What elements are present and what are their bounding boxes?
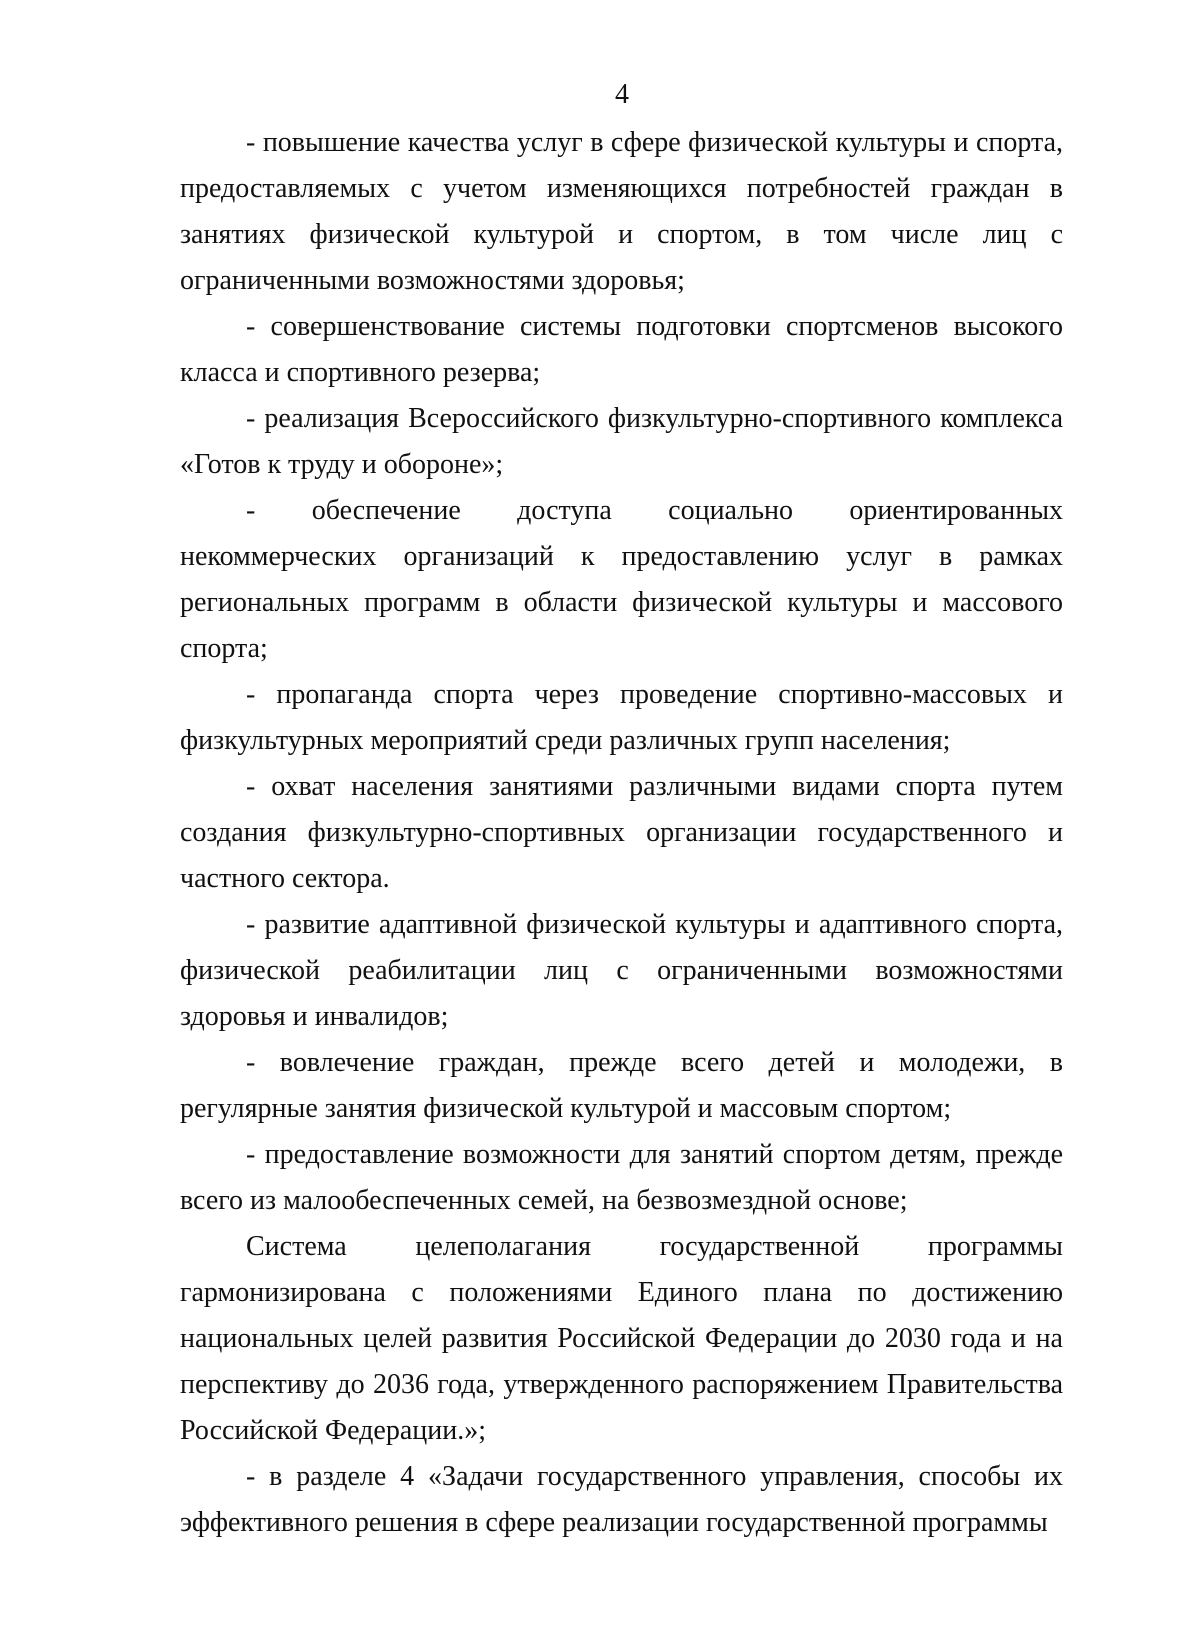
document-body — [180, 120, 1063, 1546]
page-number: 4 — [615, 79, 629, 110]
paragraph-11: - в разделе 4 «Задачи государственного управления, способы их эффективного решения в сфере реализации государственной программы — [180, 1461, 1063, 1538]
paragraph-1: - повышение качества услуг в сфере физической культуры и спорта, предоставляемых с учетом изменяющихся потребностей граждан в занятиях физической культурой и спортом, в том числе лиц с ограниченными возможностями здоровья; — [180, 127, 1063, 296]
paragraph-5: - пропаганда спорта через проведение спортивно-массовых и физкультурных мероприятий среди различных групп населения; — [180, 679, 1063, 756]
paragraph-6: - охват населения занятиями различными видами спорта путем создания физкультурно-спортивных организации государственного и частного сектора. — [180, 771, 1063, 894]
paragraph-8: - вовлечение граждан, прежде всего детей и молодежи, в регулярные занятия физической культурой и массовым спортом; — [180, 1047, 1063, 1124]
paragraph-9: - предоставление возможности для занятий спортом детям, прежде всего из малообеспеченных семей, на безвозмездной основе; — [180, 1139, 1063, 1216]
paragraph-4: - обеспечение доступа социально ориентированных некоммерческих организаций к предоставлению услуг в рамках региональных программ в области физической культуры и массового спорта; — [180, 495, 1063, 664]
paragraph-2: - совершенствование системы подготовки спортсменов высокого класса и спортивного резерва; — [180, 311, 1063, 388]
paragraph-3: - реализация Всероссийского физкультурно-спортивного комплекса «Готов к труду и обороне»; — [180, 403, 1063, 480]
paragraph-7: - развитие адаптивной физической культуры и адаптивного спорта, физической реабилитации лиц с ограниченными возможностями здоровья и инвалидов; — [180, 909, 1063, 1032]
paragraph-10: Система целеполагания государственной программы гармонизирована с положениями Единого плана по достижению национальных целей развития Российской Федерации до 2030 года и на перспективу до 2036 года, утвержденного распоряжением Правительства Российской Федерации.»; — [180, 1231, 1063, 1446]
